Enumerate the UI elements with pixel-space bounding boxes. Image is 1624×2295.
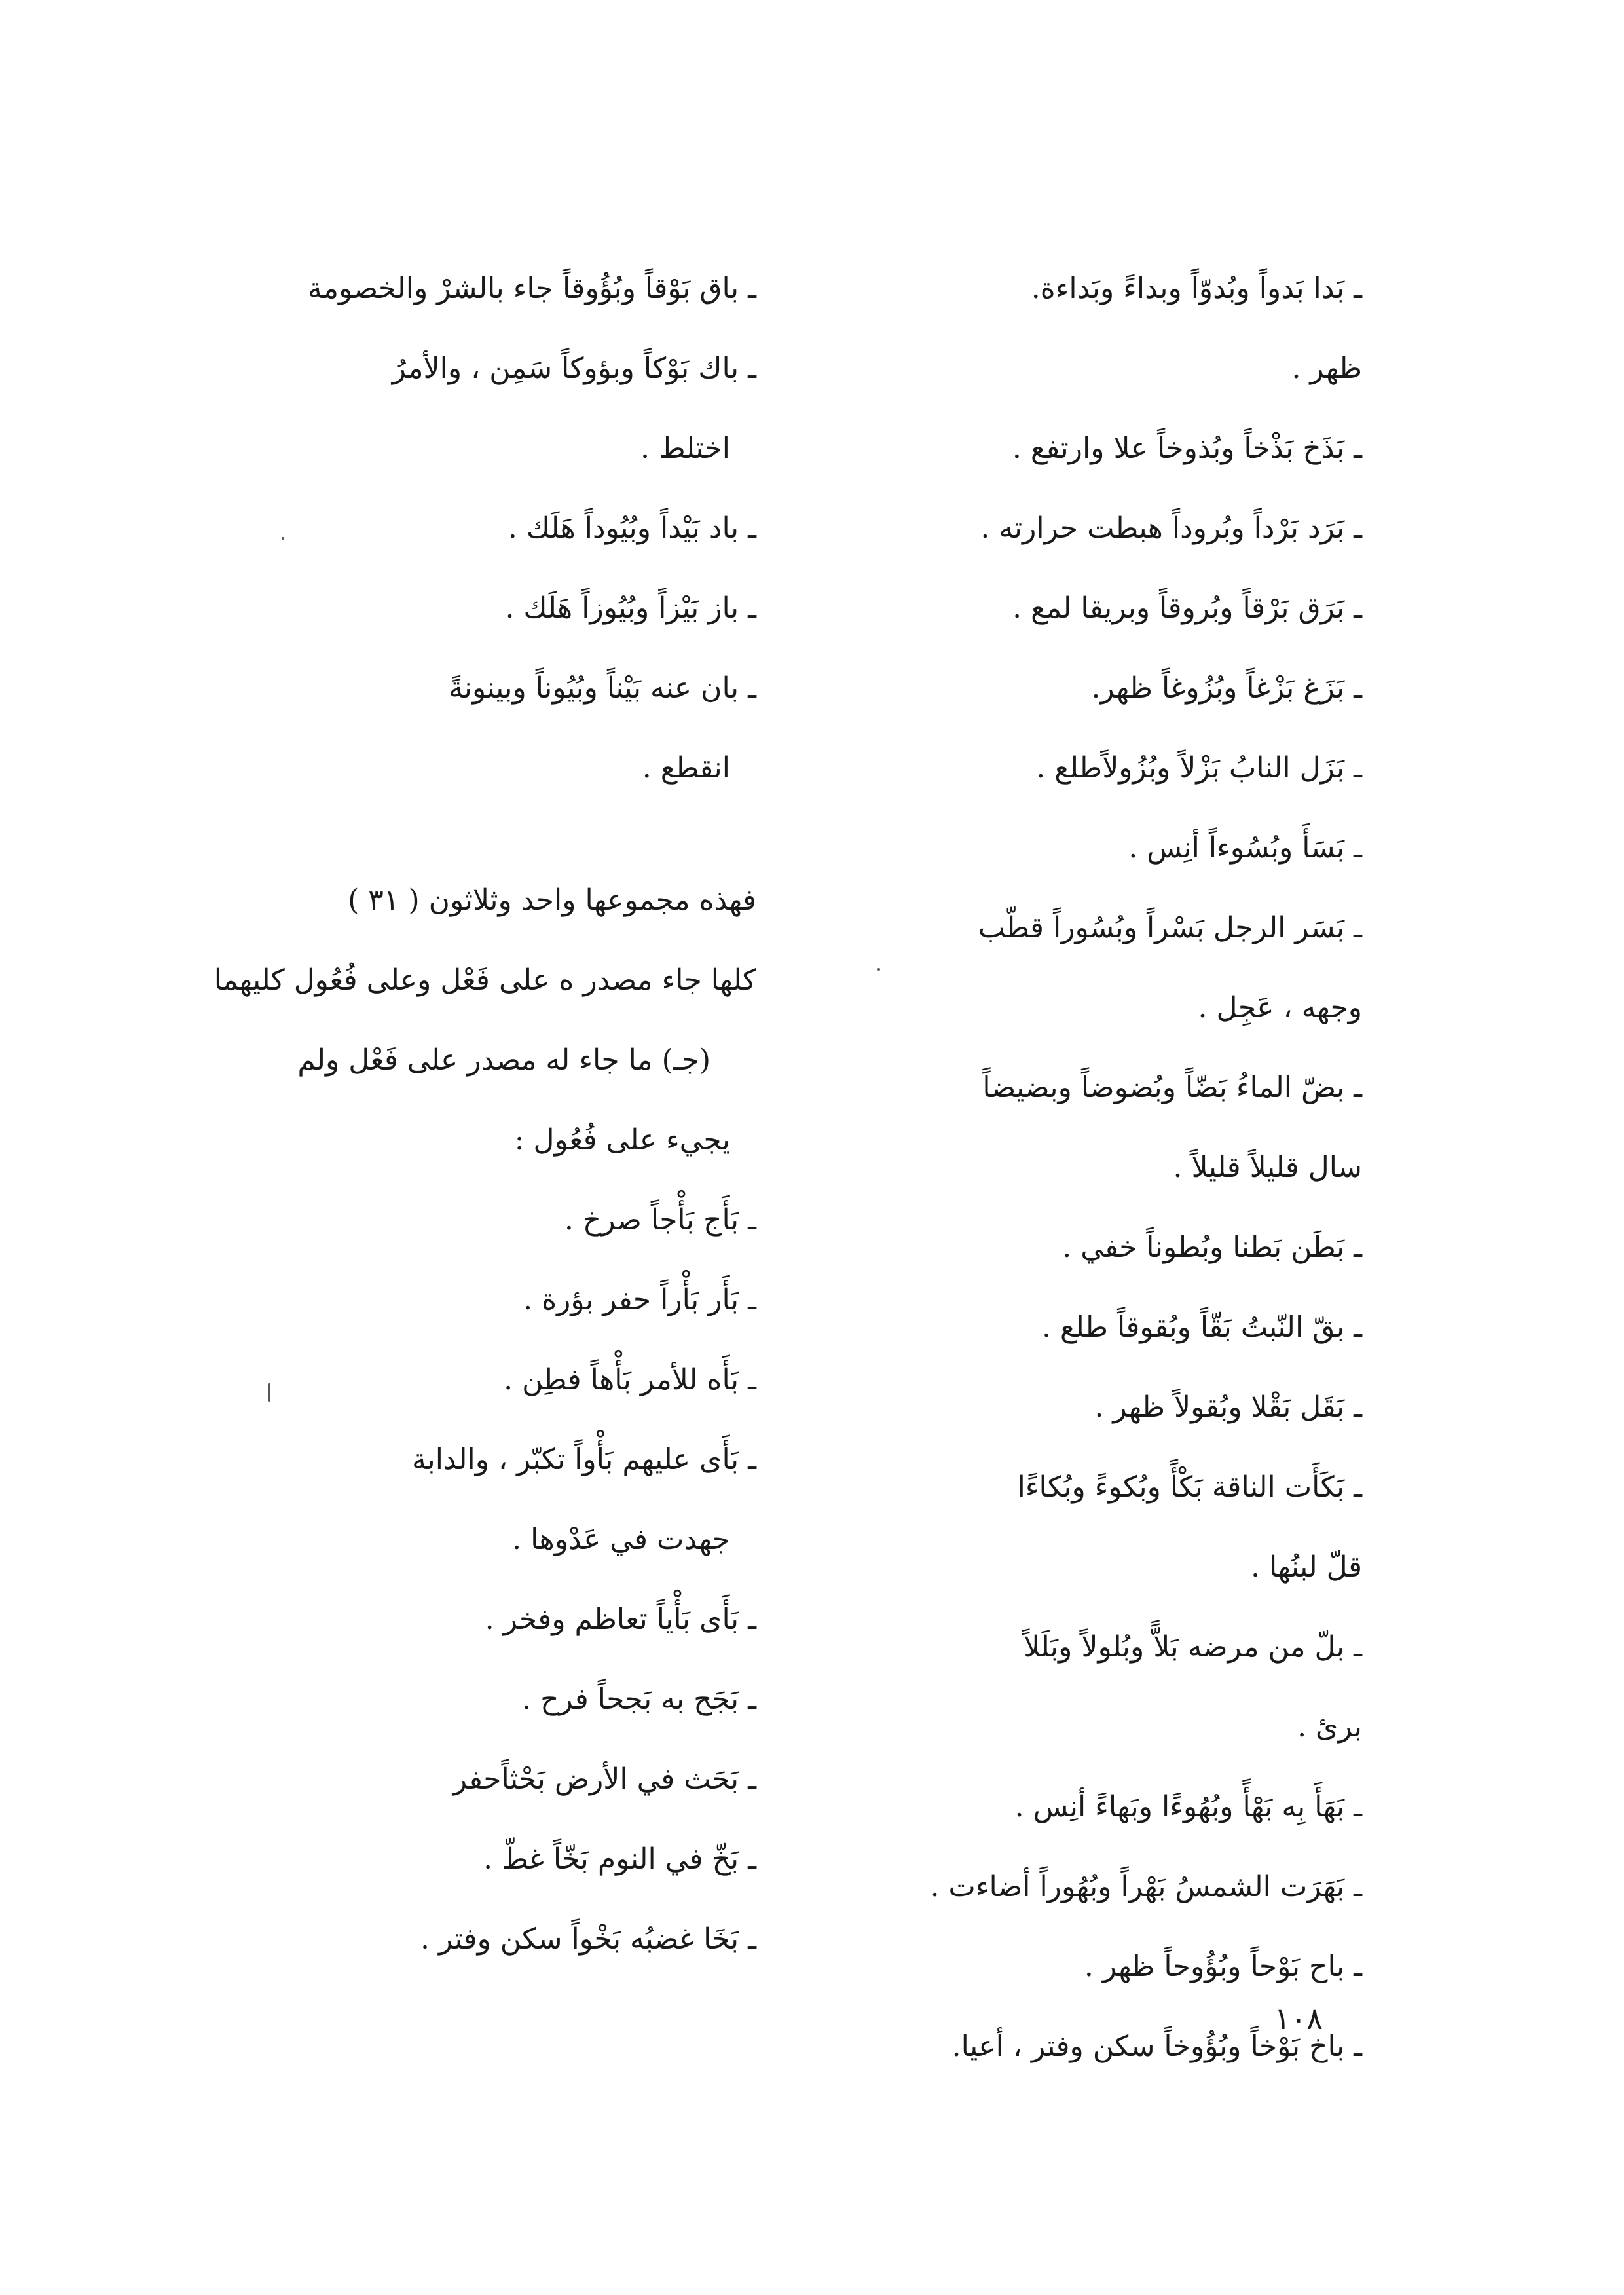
scan-speck: [877, 968, 880, 971]
dictionary-entry: ـ باق بَوْقاً وبُؤُوقاً جاء بالشرْ والخصومة: [307, 272, 756, 305]
dictionary-entry: ـ بَطَن بَطنا وبُطوناً خفي .: [1062, 1231, 1362, 1264]
entry-continuation: اختلط .: [640, 432, 730, 465]
dictionary-entry: ـ بلّ من مرضه بَلاًّ وبُلولاً وبَلَلاً: [1024, 1630, 1362, 1664]
dictionary-entry: ـ باخ بَوْخاً وبُؤُوخاً سكن وفتر ، أعيا.: [951, 2030, 1362, 2063]
dictionary-entry: ـ بقّ النّبتُ بَقّاً وبُقوقاً طلع .: [1042, 1311, 1362, 1344]
dictionary-entry: ـ بَزَغ بَزْغاً وبُزُوغاً ظهر.: [1091, 671, 1362, 705]
left-column: [180, 249, 756, 1979]
dictionary-entry: ـ بَأَى بَأْياً تعاظم وفخر .: [485, 1603, 756, 1636]
dictionary-entry: ـ بان عنه بَيْناً وبُيُوناً وبينونةً: [449, 671, 756, 705]
entry-continuation: يجيء على فُعُول :: [514, 1123, 730, 1157]
dictionary-entry: ـ باد بَيْداً وبُيُوداً هَلَك .: [507, 512, 756, 545]
dictionary-entry: ـ بَأَر بَأْراً حفر بؤرة .: [523, 1283, 756, 1316]
dictionary-entry: ـ بَأَه للأمر بَأْهاً فطِن .: [504, 1363, 756, 1396]
page-number: ١٠٨: [1274, 2001, 1323, 2036]
text-line: كلها جاء مصدر ه على فَعْل وعلى فُعُول كليهما: [213, 963, 756, 997]
right-column: [786, 249, 1362, 2087]
text-line: (جـ) ما جاء له مصدر على فَعْل ولم: [297, 1043, 710, 1077]
scan-speck: [282, 537, 284, 540]
dictionary-entry: ـ بَكَأَت الناقة بَكْأً وبُكوءً وبُكاءًا: [1017, 1470, 1362, 1504]
dictionary-entry: ـ بَسَأَ وبُسُوءاً أنِس .: [1128, 831, 1362, 865]
dictionary-entry: ـ بَهَأَ بِه بَهْأً وبُهُوءًا وبَهاءً أنِس .: [1014, 1790, 1362, 1823]
dictionary-entry: ـ بَأَج بَأْجاً صرخ .: [564, 1203, 756, 1237]
entry-continuation: سال قليلاً قليلاً .: [1173, 1151, 1362, 1184]
entry-continuation: برئ .: [1297, 1710, 1362, 1744]
dictionary-entry: ـ باح بَوْحاً وبُؤُوحاً ظهر .: [1084, 1950, 1362, 1983]
entry-continuation: جهدت في عَدْوها .: [512, 1523, 730, 1556]
dictionary-entry: ـ بَرَد بَرْداً وبُروداً هبطت حرارته .: [980, 512, 1362, 545]
dictionary-entry: ـ بَزَل النابُ بَزْلاً وبُزُولاًطلع .: [1036, 751, 1362, 785]
dictionary-entry: ـ بَخَا غضبُه بَخْواً سكن وفتر .: [420, 1922, 756, 1956]
entry-continuation: انقطع .: [642, 751, 730, 785]
entry-continuation: ظهر .: [1291, 352, 1362, 385]
dictionary-entry: ـ بَرَق بَرْقاً وبُروقاً وبريقا لمع .: [1012, 591, 1362, 625]
dictionary-entry: ـ بَجَح به بَجحاً فرح .: [522, 1683, 756, 1716]
entry-continuation: وجهه ، عَجِل .: [1198, 991, 1362, 1024]
dictionary-entry: ـ بضّ الماءُ بَضّاً وبُضوضاً وبضيضاً: [982, 1071, 1362, 1104]
text-line: فهذه مجموعها واحد وثلاثون ( ٣١ ): [348, 884, 756, 917]
dictionary-entry: ـ بَهَرَت الشمسُ بَهْراً وبُهُوراً أضاءت .: [930, 1870, 1362, 1903]
dictionary-entry: ـ بَحَث في الأرض بَحْثاًحفر: [452, 1763, 756, 1796]
spacer: [180, 808, 756, 861]
dictionary-entry: ـ بَدا بَدواً وبُدوّاً وبداءً وبَداءة.: [1031, 272, 1362, 305]
dictionary-entry: ـ بَأَى عليهم بَأْواً تكبّر ، والدابة: [411, 1443, 756, 1476]
dictionary-entry: ـ بَقَل بَقْلا وبُقولاً ظهر .: [1094, 1390, 1362, 1424]
dictionary-entry: ـ باز بَيْزاً وبُيُوزاً هَلَك .: [505, 591, 756, 625]
scan-speck: [268, 1383, 270, 1402]
dictionary-entry: ـ بَذَخ بَذْخاً وبُذوخاً علا وارتفع .: [1012, 432, 1362, 465]
dictionary-entry: ـ بَخّ في النوم بَخّاً غطّ .: [483, 1842, 756, 1876]
dictionary-entry: ـ باك بَوْكاً وبؤوكاً سَمِن ، والأمرُ: [392, 352, 756, 385]
entry-continuation: قلّ لبنُها .: [1251, 1550, 1362, 1584]
dictionary-entry: ـ بَسَر الرجل بَسْراً وبُسُوراً قطّب: [978, 911, 1362, 944]
